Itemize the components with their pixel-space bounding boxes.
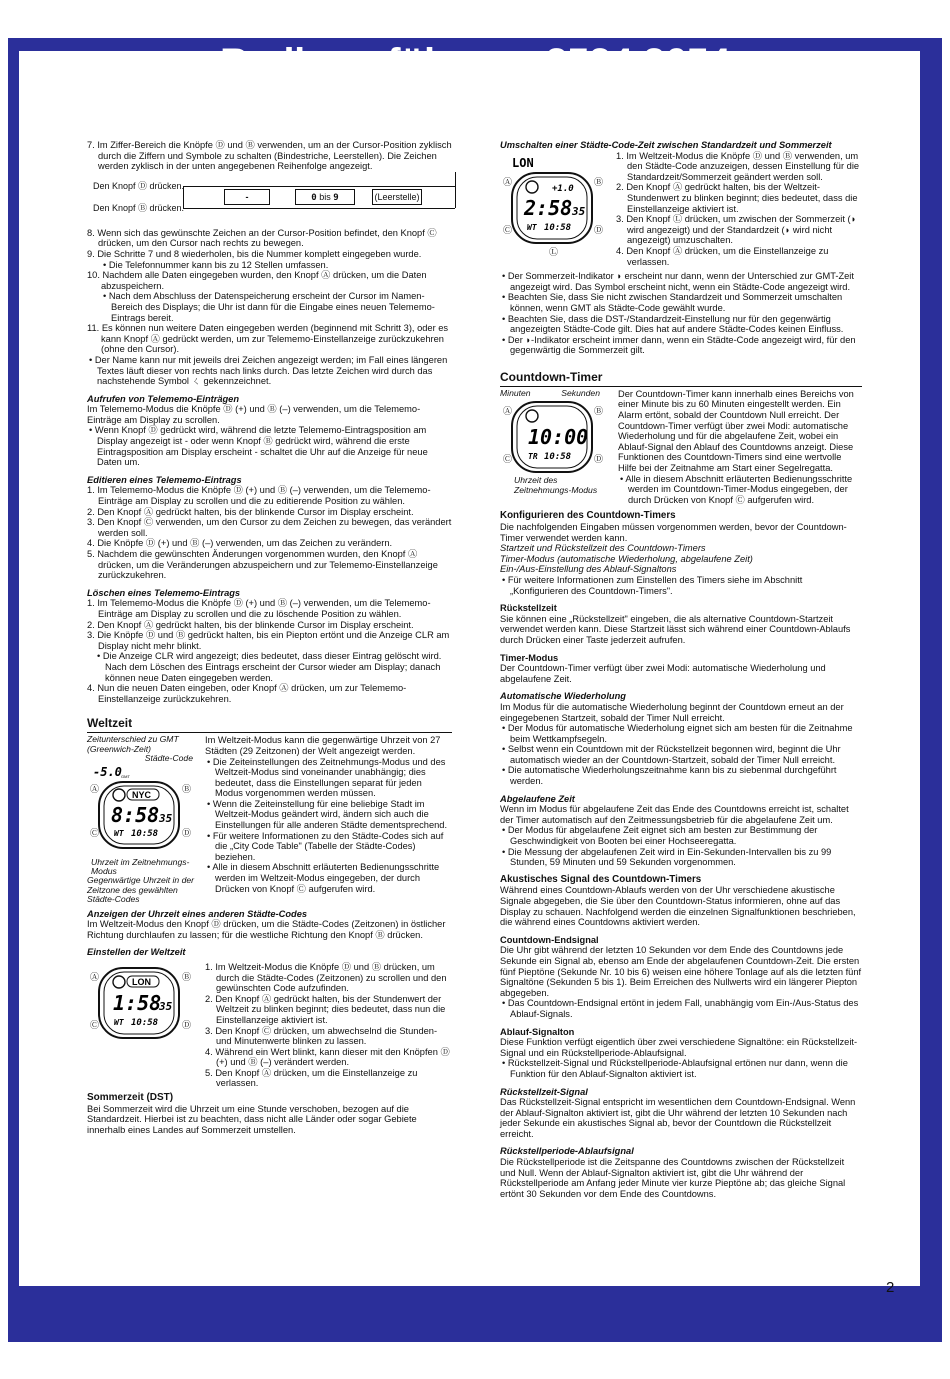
seq-line-bottom xyxy=(183,208,455,209)
ums-sub-label: WT xyxy=(527,222,537,232)
brand-logo: CASIO xyxy=(820,60,890,83)
umschalten-steps xyxy=(616,151,862,268)
wz-note-1: • Die Zeiteinstellungen des Zeitnehmungs-Modus und des Weltzeit-Modus sind voneinander unabhängig; dies bedeutet, dass die Einstellungen separat für jeden Modus vorgenommen werden müssen. xyxy=(207,756,446,799)
seq-box-digits xyxy=(295,189,355,205)
weltzeit-block xyxy=(87,735,452,904)
einstellen-block xyxy=(87,962,452,1089)
weltzeit-heading: Weltzeit xyxy=(87,716,452,733)
svg-text:Ⓑ: Ⓑ xyxy=(182,784,192,795)
svg-text:Ⓑ: Ⓑ xyxy=(594,407,604,418)
timer-modus-heading: Timer-Modus xyxy=(500,652,559,663)
cd-sub: 10:58 xyxy=(544,452,572,463)
anzeigen-heading: Anzeigen der Uhrzeit eines anderen Städte-Codes xyxy=(87,908,308,919)
svg-text:Ⓓ: Ⓓ xyxy=(594,225,604,236)
ums-time: 2:58 xyxy=(524,195,573,220)
cd-time: 10:00 xyxy=(528,425,589,450)
wz-time: 8:58 xyxy=(111,802,160,827)
ums-step-4: 4. Den Knopf Ⓐ drücken, um die Einstellanzeige zu verlassen. xyxy=(616,245,829,267)
seq-digit-9: 9 xyxy=(333,192,339,203)
abgelaufen-note-1: • Der Modus für abgelaufene Zeit eignet sich am besten zur Bestimmung der Geschwindigkeit von Booten bei einer Hochseeregatta. xyxy=(502,825,818,847)
ums-sub: 10:58 xyxy=(544,222,572,233)
umschalten-heading: Umschalten einer Städte-Code-Zeit zwischen Standardzeit und Sommerzeit xyxy=(500,140,832,150)
countdown-watch-figure xyxy=(500,389,612,506)
konf-item-3: Ein-/Aus-Einstellung des Ablauf-Signaltons xyxy=(500,564,677,575)
endsignal-note-1: • Das Countdown-Endsignal ertönt in jedem Fall, unabhängig vom Ein-/Aus-Status des Ablauf-Signals. xyxy=(502,998,859,1019)
rueck-text: Sie können eine „Rückstellzeit" eingeben, die als alternative Countdown-Startzeit verwendet werden kann. Diese Startzeit lässt sich während einer Countdown-Ablaufs durch Drücken einer Taste jederzeit aufrufen. xyxy=(500,613,851,645)
delete-step-3-note: • Die Anzeige CLR wird angezeigt; dies bedeutet, dass dieser Eintrag gelöscht wird. Nach dem Löschen des Eintrags erscheint der Cursor wieder am Display; danach können neue Daten eingegeben werden. xyxy=(97,651,442,683)
ums-note-2: • Beachten Sie, dass Sie nicht zwischen Standardzeit und Sommerzeit umschalten können, wenn GMT als Städte-Code gewählt wurde. xyxy=(502,292,843,313)
edit-step-4: 4. Die Knöpfe Ⓓ (+) und Ⓑ (–) verwenden, um das Zeichen zu verändern. xyxy=(87,538,393,549)
wz-caption-current: Gegenwärtige Uhrzeit in der Zeitzone des gewählten Städte-Codes xyxy=(87,875,194,905)
cd-captions-top xyxy=(500,389,612,398)
einst-step-2: 2. Den Knopf Ⓐ gedrückt halten, bis der Stundenwert der Weltzeit zu blinken beginnt; dies bedeutet, dass nun die Einstellanzeige aktiviert ist. xyxy=(205,993,446,1025)
konf-text: Die nachfolgenden Eingaben müssen vorgenommen werden, bevor der Countdown-Timer verwendet werden kann. xyxy=(500,522,847,543)
einstellen-watch-figure xyxy=(87,962,199,1089)
anzeigen-text: Im Weltzeit-Modus den Knopf Ⓓ drücken, um die Städte-Codes (Zeitzonen) in östlicher Richtung durchlaufen zu lassen; für die westliche Richtung den Knopf Ⓑ drücken. xyxy=(87,919,446,940)
timer-modus-text: Der Countdown-Timer verfügt über zwei Modi: automatische Wiederholung und abgelaufene Zeit. xyxy=(500,663,826,684)
akustik-text: Während eines Countdown-Ablaufs werden von der Uhr verschiedene akustische Signale abgegeben, die Sie über den Countdown-Status informieren, ohne auf das Display zu schauen. Nachfolgend werden die einzelnen Signalfunktionen beschrieben, die während eines Countdowns aktiviert werden. xyxy=(500,885,856,928)
einstellen-steps xyxy=(205,962,452,1089)
delete-step-2: 2. Den Knopf Ⓐ gedrückt halten, bis der blinkende Cursor im Display erscheint. xyxy=(87,619,414,630)
delete-heading: Löschen eines Telememo-Eintrags xyxy=(87,587,241,598)
konf-item-1: Startzeit und Rückstellzeit des Countdown-Timers xyxy=(500,543,706,554)
wz-intro: Im Weltzeit-Modus kann die gegenwärtige Uhrzeit von 27 Städten (29 Zeitzonen) der Welt angezeigt werden. xyxy=(205,735,441,756)
step-7: 7. Im Ziffer-Bereich die Knöpfe Ⓓ und Ⓑ verwenden, um an der Cursor-Position zyklisch durch die Ziffern und Symbole zu schalten (Bindestriche, Leerstellen). Die Zeichen werden zyklisch in der unten angegebenen Reihenfolge angezeigt. xyxy=(87,140,452,172)
ums-sec: 35 xyxy=(572,204,586,218)
edit-step-5: 5. Nachdem die gewünschten Änderungen vorgenommen wurden, den Knopf Ⓐ drücken, um die Veränderungen abzuspeichern und zur Telememo-Einstellanzeige zurückzukehren. xyxy=(87,549,438,581)
ums-step-2: 2. Den Knopf Ⓐ gedrückt halten, bis der Weltzeit-Stundenwert zu blinken beginnt; dies bedeutet, dass die Einstellanzeige aktiviert ist. xyxy=(616,182,858,214)
wz-offset: -5.0 xyxy=(93,764,122,779)
character-sequence-diagram xyxy=(87,178,452,220)
seq-label-d: Den Knopf Ⓓ drücken. xyxy=(93,180,185,191)
auto-wdh-heading: Automatische Wiederholung xyxy=(500,691,626,702)
abrufen-note: • Wenn Knopf Ⓓ gedrückt wird, während die letzte Telememo-Eintragsposition am Display angezeigt ist - oder wenn Knopf Ⓑ gedrückt wird, während die erste Eintragsposition am Display erscheint - schaltet die Uhr auf die Anzeige für neue Daten um. xyxy=(89,425,428,468)
konf-note-1: • Für weitere Informationen zum Einstellen des Timers siehe im Abschnitt „Konfigurieren des Countdown-Timers". xyxy=(502,574,803,596)
endsignal-heading: Countdown-Endsignal xyxy=(500,934,599,945)
cd-caption-min: Minuten xyxy=(500,387,531,398)
seq-bis: bis xyxy=(319,191,331,202)
svg-text:Ⓐ: Ⓐ xyxy=(503,177,513,188)
ums-step-1: 1. Im Weltzeit-Modus die Knöpfe Ⓓ und Ⓑ verwenden, um den Städte-Code anzuzeigen, dessen Einstellung für die Standardzeit/Sommerzeit geändert werden soll. xyxy=(616,150,860,182)
umschalten-block xyxy=(500,151,862,268)
cd-intro: Der Countdown-Timer kann innerhalb eines Bereichs von einer Minute bis zu 60 Minuten eingestellt werden. Ein Alarm ertönt, sobald der Countdown Null erreicht. Der Countdown-Timer verfügt über zwei Modi: automatische Wiederholung und für die abgelaufene Zeit, wobei ein Ablauf-Signal den Ablauf des Countdowns anzeigt. Diese Funktionen des Countdown-Timers sind eine wertvolle Hilfe bei der Zeitnahme am Start einer Segelregatta. xyxy=(618,388,854,474)
delete-step-3: 3. Die Knöpfe Ⓓ und Ⓑ gedrückt halten, bis ein Piepton ertönt und die Anzeige CLR am Display nicht mehr blinkt. xyxy=(87,630,450,651)
einst-step-3: 3. Den Knopf Ⓒ drücken, um abwechselnd die Stunden- und Minutenwerte blinken zu lassen. xyxy=(205,1025,438,1047)
right-column xyxy=(500,140,862,1199)
seq-label-b: Den Knopf Ⓑ drücken. xyxy=(93,202,185,213)
abgelaufen-heading: Abgelaufene Zeit xyxy=(500,793,575,804)
wz-gmt-label: GMT xyxy=(121,773,130,779)
cd-sub-label: TR xyxy=(528,452,538,462)
rueckstell-signal-heading: Rückstellzeit-Signal xyxy=(500,1086,588,1097)
left-column xyxy=(87,140,452,1135)
wz-caption-city: Städte-Code xyxy=(144,753,193,764)
weltzeit-text xyxy=(205,735,452,904)
ablauf-heading: Ablauf-Signalton xyxy=(500,1026,575,1037)
seq-line-top xyxy=(183,186,455,187)
svg-text:Ⓑ: Ⓑ xyxy=(594,177,604,188)
umschalten-watch-icon xyxy=(500,151,606,259)
edit-step-1: 1. Im Telememo-Modus die Knöpfe Ⓓ (+) und Ⓑ (–) verwenden, um die Telememo-Einträge am Display zu scrollen und die zu editierende Position zu wählen. xyxy=(87,485,431,507)
abgelaufen-note-2: • Die Messung der abgelaufenen Zeit wird in Ein-Sekunden-Intervallen bis zu 99 Stunden, 59 Minuten und 59 Sekunden vorgenommen. xyxy=(502,846,832,868)
einst-city: LON xyxy=(132,976,151,987)
einst-step-4: 4. Während ein Wert blinkt, kann dieser mit den Knöpfen Ⓓ (+) und Ⓑ (–) verändert werden. xyxy=(205,1046,450,1068)
edit-step-2: 2. Den Knopf Ⓐ gedrückt halten, bis der blinkende Cursor im Display erscheint. xyxy=(87,506,414,517)
ums-city: LON xyxy=(512,155,534,170)
edit-step-3: 3. Den Knopf Ⓒ verwenden, um den Cursor zu dem Zeichen zu bewegen, das verändert werden soll. xyxy=(87,517,452,538)
wz-caption-time: Uhrzeit im Zeitnehmungs-Modus xyxy=(91,856,190,876)
rueckstell-periode-text: Die Rückstellperiode ist die Zeitspanne des Countdowns zwischen der Rückstellzeit und Null. Wenn der Ablauf-Signalton aktiviert ist, gibt die Uhr während der Rückstellperiode am Anfang jeder Minute vier kurze Pieptöne ab; das gleiche Signal ertönt 30 Sekunden vor dem Ende des Countdowns. xyxy=(500,1157,846,1199)
ums-offset: +1.0 xyxy=(552,183,574,194)
einstellen-watch-icon xyxy=(87,962,195,1044)
wz-city: NYC xyxy=(132,789,152,800)
wz-sub-label: WT xyxy=(114,828,124,838)
svg-text:Ⓒ: Ⓒ xyxy=(90,828,100,839)
svg-text:Ⓑ: Ⓑ xyxy=(182,972,192,983)
seq-line-left xyxy=(183,186,184,208)
konf-item-2: Timer-Modus (automatische Wiederholung, abgelaufene Zeit) xyxy=(500,553,753,564)
cd-caption-bottom: Uhrzeit des Zeitnehmungs-Modus xyxy=(514,475,598,495)
wz-note-4: • Alle in diesem Abschnitt erläuterten Bedienungsschritte werden im Weltzeit-Modus eingegeben, der durch Drücken von Knopf Ⓒ aufgerufen wird. xyxy=(207,862,440,894)
rueck-heading: Rückstellzeit xyxy=(500,603,557,614)
svg-text:Ⓓ: Ⓓ xyxy=(182,1020,192,1031)
step-11: 11. Es können nun weitere Daten eingegeben werden (beginnend mit Schritt 3), oder es kann Knopf Ⓐ gedrückt werden, um zur Telememo-Einstellanzeige zurückzukehren (ohne den Cursor). xyxy=(87,323,449,355)
step-10: 10. Nachdem alle Daten eingegeben wurden, den Knopf Ⓐ drücken, um die Daten abzuspeichern. xyxy=(87,270,427,291)
svg-text:Ⓓ: Ⓓ xyxy=(182,828,192,839)
ablauf-text: Diese Funktion verfügt eigentlich über zwei verschiedene Signaltöne: ein Rückstellzeit-Signal und ein Rückstellperiode-Ablaufsignal. xyxy=(500,1037,858,1058)
svg-text:Ⓐ: Ⓐ xyxy=(503,407,513,418)
seq-box-space: (Leerstelle) xyxy=(372,189,422,205)
svg-text:Ⓐ: Ⓐ xyxy=(90,784,100,795)
svg-text:Ⓒ: Ⓒ xyxy=(503,455,513,466)
endsignal-text: Die Uhr gibt während der letzten 10 Sekunden vor dem Ende des Countdowns jede Sekunde ein Signal ab, ebenso am Ende der abgelaufenen Countdown-Zeit. Die ersten fünf Pieptöne (Sekunde Nr. 10 bis 6) weisen eine höhere Tonlage auf als die letzten fünf Signaltöne (Sekunden 5 bis 1). Beim Erreichen des Nullwerts wird ein längerer Piepton abgegeben. xyxy=(500,945,862,998)
weltzeit-watch-icon xyxy=(87,764,195,858)
einstellen-heading: Einstellen der Weltzeit xyxy=(87,947,186,958)
rueckstell-periode-heading: Rückstellperiode-Ablaufsignal xyxy=(500,1146,634,1157)
auto-wdh-note-2: • Selbst wenn ein Countdown mit der Rückstellzeit begonnen wird, beginnt die Uhr automatisch wieder an der Countdown-Startzeit, sobald der Timer Null erreicht. xyxy=(502,744,841,765)
countdown-heading: Countdown-Timer xyxy=(500,370,862,387)
step-10-note: • Nach dem Abschluss der Datenspeicherung erscheint der Cursor im Namen-Bereich des Displays; die Uhr ist dann für die Eingabe eines neuen Telememo-Eintrags bereit. xyxy=(103,291,435,323)
rueckstell-signal-text: Das Rückstellzeit-Signal entspricht im wesentlichen dem Countdown-Endsignal. Wenn der Ablauf-Signalton aktiviert ist, gibt die Uhr während der letzten 10 Sekunden nach jeder Sekunde ein akustisches Signal ab, bevor der Countdown die Rückstellzeit erreicht. xyxy=(500,1097,856,1139)
ums-step-3: 3. Den Knopf Ⓛ drücken, um zwischen der Sommerzeit (◗ wird angezeigt) und der Standardzeit (◗ wird nicht angezeigt) umzuschalten. xyxy=(616,214,857,246)
ums-note-3: • Beachten Sie, dass die DST-/Standardzeit-Einstellung nur für den gegenwärtig angezeigten Städte-Code gilt. Dies hat auf andere Städte-Codes keinen Einfluss. xyxy=(502,313,844,335)
cd-caption-sec: Sekunden xyxy=(561,387,600,398)
wz-sec: 35 xyxy=(159,811,173,825)
auto-wdh-note-1: • Der Modus für automatische Wiederholung eignet sich am besten für die Zeitnahme beim Wettkampfsegeln. xyxy=(502,723,853,744)
ums-note-4: • Der ◗-Indikator erscheint immer dann, wenn ein Städte-Code angezeigt wird, für den gegenwärtig die Sommerzeit gilt. xyxy=(502,334,856,356)
svg-text:Ⓐ: Ⓐ xyxy=(90,972,100,983)
einst-sec: 35 xyxy=(159,999,173,1013)
weltzeit-watch-figure xyxy=(87,735,199,904)
ums-note-1: • Der Sommerzeit-Indikator ◗ erscheint nur dann, wenn der Unterschied zur GMT-Zeit angezeigt wird. Das Symbol erscheint nicht, wenn ein Städte-Code angezeigt wird. xyxy=(502,271,854,292)
delete-step-1: 1. Im Telememo-Modus die Knöpfe Ⓓ (+) und Ⓑ (–) verwenden, um die Telememo-Einträge am Display zu scrollen und die zu löschende Position zu wählen. xyxy=(87,598,431,619)
name-note: • Der Name kann nur mit jeweils drei Zeichen angezeigt werden; im Fall eines längeren Textes läuft dieser von rechts nach links durch. Das letzte Zeichen wird durch das nachstehende Symbol ㄑ gekennzeichnet. xyxy=(89,354,448,387)
countdown-block xyxy=(500,389,862,506)
step-9-note: • Die Telefonnummer kann bis zu 12 Stellen umfassen. xyxy=(103,259,329,270)
einst-time: 1:58 xyxy=(113,990,162,1015)
wz-caption-gmt: Zeitunterschied zu GMT (Greenwich-Zeit) xyxy=(87,734,179,754)
delete-step-4: 4. Nun die neuen Daten eingeben, oder Knopf Ⓐ drücken, um zur Telememo-Einstellanzeige zurückzukehren. xyxy=(87,683,407,704)
auto-wdh-note-3: • Die automatische Wiederholungszeitnahme kann bis zu siebenmal durchgeführt werden. xyxy=(502,765,837,787)
umschalten-watch-figure xyxy=(500,151,610,268)
svg-text:Ⓓ: Ⓓ xyxy=(594,455,604,466)
abgelaufen-text: Wenn im Modus für abgelaufene Zeit das Ende des Countdowns erreicht ist, schaltet der Timer automatisch auf den Zeitmessungsbetrieb für die abgelaufene Zeit um. xyxy=(500,804,849,825)
dst-heading: Sommerzeit (DST) xyxy=(87,1092,174,1104)
seq-line-right-full xyxy=(455,172,456,208)
step-8: 8. Wenn sich das gewünschte Zeichen an der Cursor-Position befindet, den Knopf Ⓒ drücken, um den Cursor nach rechts zu bewegen. xyxy=(87,227,437,249)
countdown-text xyxy=(618,389,862,506)
seq-digit-0: 0 xyxy=(311,192,317,203)
step-9: 9. Die Schritte 7 und 8 wiederholen, bis die Nummer komplett eingegeben wurde. xyxy=(87,248,422,259)
einst-step-5: 5. Den Knopf Ⓐ drücken, um die Einstellanzeige zu verlassen. xyxy=(205,1067,418,1089)
edit-heading: Editieren eines Telememo-Eintrags xyxy=(87,474,242,485)
wz-note-2: • Wenn die Zeiteinstellung für eine beliebige Stadt im Weltzeit-Modus geändert wird, ändern sich auch die Einstellungen für alle anderen Städte dementsprechend. xyxy=(207,798,448,831)
wz-sub: 10:58 xyxy=(131,828,159,839)
svg-text:Ⓒ: Ⓒ xyxy=(90,1020,100,1031)
countdown-watch-icon xyxy=(500,398,606,476)
akustik-heading: Akustisches Signal des Countdown-Timers xyxy=(500,873,702,885)
page-title: Bedienerführung 2534 2654 xyxy=(220,41,730,85)
abrufen-text: Im Telememo-Modus die Knöpfe Ⓓ (+) und Ⓑ (–) verwenden, um die Telememo-Einträge am Display zu scrollen. xyxy=(87,404,421,425)
seq-box-dash: - xyxy=(224,189,270,205)
einst-sub: 10:58 xyxy=(131,1017,159,1028)
auto-wdh-text: Im Modus für die automatische Wiederholung beginnt der Countdown erneut an der eingegebenen Startzeit, sobald der Timer Null erreicht. xyxy=(500,701,844,723)
ablauf-note-1: • Rückstellzeit-Signal und Rückstellperiode-Ablaufsignal ertönen nur dann, wenn die Funktion für den Ablauf-Signalton aktiviert ist. xyxy=(502,1058,848,1079)
dst-text: Bei Sommerzeit wird die Uhrzeit um eine Stunde verschoben, bezogen auf die Standardzeit. Hierbei ist zu beachten, dass nicht alle Länder oder sogar Gebiete innerhalb eines Landes auf Sommerzeit umstellen. xyxy=(87,1103,417,1135)
page-number: 2 xyxy=(886,1279,895,1296)
cd-note-1: • Alle in diesem Abschnitt erläuterten Bedienungsschritte werden im Countdown-Timer-Modus eingegeben, der durch Drücken von Knopf Ⓒ aufgerufen wird. xyxy=(620,473,853,505)
svg-text:Ⓛ: Ⓛ xyxy=(549,247,559,258)
svg-text:Ⓒ: Ⓒ xyxy=(503,225,513,236)
konf-heading: Konfigurieren des Countdown-Timers xyxy=(500,510,676,522)
einst-step-1: 1. Im Weltzeit-Modus die Knöpfe Ⓓ und Ⓑ drücken, um durch die Städte-Codes (Zeitzonen) zu scrollen und den gewünschten Code aufzufinden. xyxy=(205,961,447,994)
wz-note-3: • Für weitere Informationen zu den Städte-Codes sich auf die „City Code Table" (Tabelle der Städte-Codes) beziehen. xyxy=(207,830,444,862)
abrufen-heading: Aufrufen von Telememo-Einträgen xyxy=(87,393,240,404)
einst-sub-label: WT xyxy=(114,1017,124,1027)
